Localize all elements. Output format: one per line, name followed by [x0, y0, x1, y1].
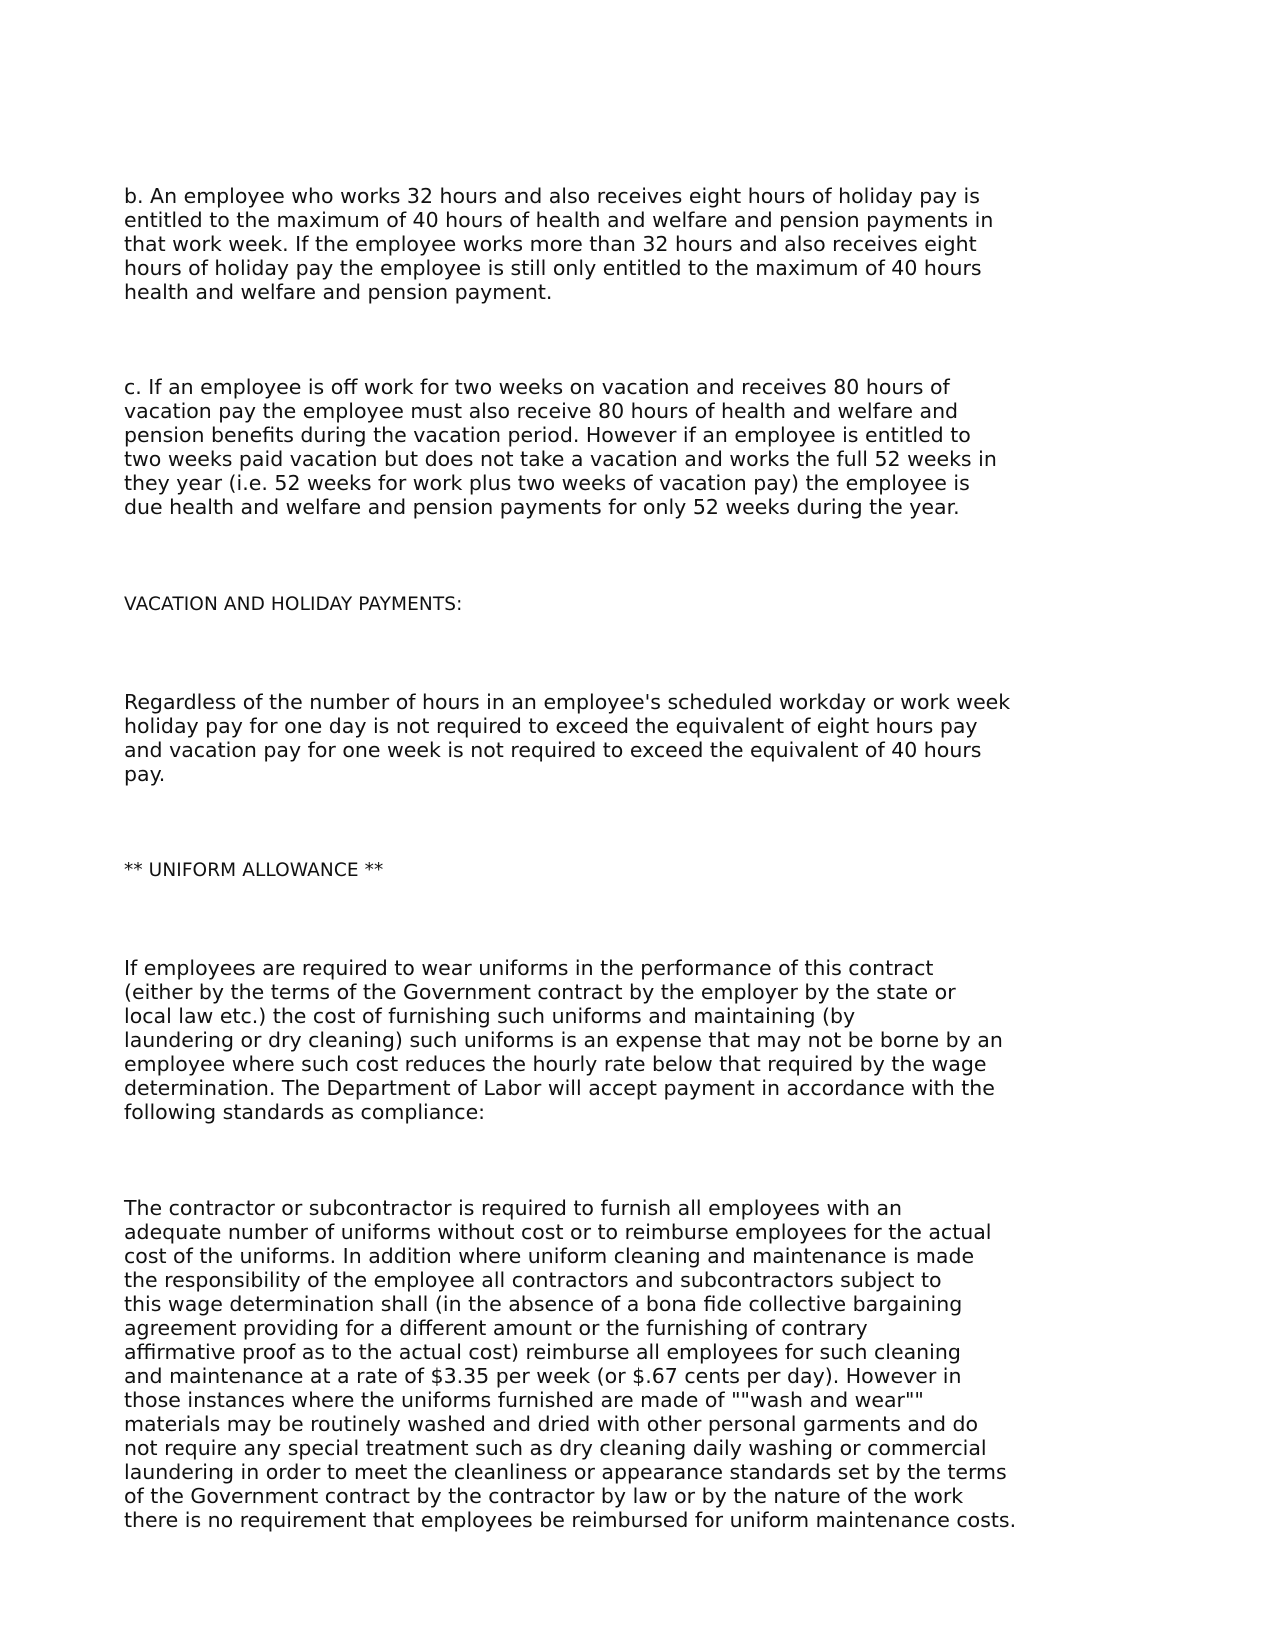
paragraph-line: The contractor or subcontractor is required to furnish all employees with an: [124, 1196, 903, 1220]
paragraph-line: b. An employee who works 32 hours and also receives eight hours of holiday pay is: [124, 184, 980, 208]
paragraph-line: laundering or dry cleaning) such uniforms is an expense that may not be borne by an: [124, 1028, 1003, 1052]
paragraph-line: pay.: [124, 762, 166, 786]
uniform-allowance-heading: ** UNIFORM ALLOWANCE **: [124, 860, 384, 881]
vacation-paragraph: [124, 690, 1084, 786]
paragraph-line: due health and welfare and pension payments for only 52 weeks during the year.: [124, 495, 960, 519]
paragraph-line: those instances where the uniforms furnished are made of ""wash and wear"": [124, 1388, 924, 1412]
paragraph-line: cost of the uniforms. In addition where uniform cleaning and maintenance is made: [124, 1244, 975, 1268]
paragraph-line: hours of holiday pay the employee is still only entitled to the maximum of 40 hours: [124, 256, 982, 280]
paragraph-line: pension benefits during the vacation period. However if an employee is entitled to: [124, 423, 971, 447]
paragraph-c: [124, 375, 1084, 519]
paragraph-line: agreement providing for a different amount or the furnishing of contrary: [124, 1316, 868, 1340]
paragraph-line: holiday pay for one day is not required to exceed the equivalent of eight hours pay: [124, 714, 978, 738]
paragraph-line: not require any special treatment such as dry cleaning daily washing or commercial: [124, 1436, 987, 1460]
paragraph-line: there is no requirement that employees be reimbursed for uniform maintenance costs.: [124, 1508, 1017, 1532]
paragraph-line: vacation pay the employee must also receive 80 hours of health and welfare and: [124, 399, 959, 423]
paragraph-line: that work week. If the employee works more than 32 hours and also receives eight: [124, 232, 977, 256]
paragraph-line: entitled to the maximum of 40 hours of health and welfare and pension payments in: [124, 208, 994, 232]
uniform-paragraph-2: [124, 1196, 1084, 1532]
paragraph-line: and vacation pay for one week is not required to exceed the equivalent of 40 hours: [124, 738, 982, 762]
paragraph-line: two weeks paid vacation but does not take a vacation and works the full 52 weeks in: [124, 447, 997, 471]
paragraph-line: adequate number of uniforms without cost or to reimburse employees for the actual: [124, 1220, 992, 1244]
vacation-holiday-heading: VACATION AND HOLIDAY PAYMENTS:: [124, 594, 463, 615]
paragraph-line: Regardless of the number of hours in an employee's scheduled workday or work week: [124, 690, 1011, 714]
paragraph-line: If employees are required to wear uniforms in the performance of this contract: [124, 956, 934, 980]
paragraph-line: and maintenance at a rate of $3.35 per week (or $.67 cents per day). However in: [124, 1364, 962, 1388]
uniform-paragraph-1: [124, 956, 1084, 1124]
paragraph-line: employee where such cost reduces the hourly rate below that required by the wage: [124, 1052, 987, 1076]
paragraph-line: they year (i.e. 52 weeks for work plus two weeks of vacation pay) the employee is: [124, 471, 970, 495]
paragraph-line: health and welfare and pension payment.: [124, 280, 553, 304]
paragraph-b: [124, 184, 1084, 304]
paragraph-line: materials may be routinely washed and dried with other personal garments and do: [124, 1412, 979, 1436]
paragraph-line: (either by the terms of the Government contract by the employer by the state or: [124, 980, 956, 1004]
paragraph-line: determination. The Department of Labor will accept payment in accordance with the: [124, 1076, 995, 1100]
paragraph-line: following standards as compliance:: [124, 1100, 486, 1124]
paragraph-line: laundering in order to meet the cleanliness or appearance standards set by the terms: [124, 1460, 1007, 1484]
paragraph-line: c. If an employee is off work for two weeks on vacation and receives 80 hours of: [124, 375, 950, 399]
paragraph-line: the responsibility of the employee all contractors and subcontractors subject to: [124, 1268, 942, 1292]
paragraph-line: local law etc.) the cost of furnishing such uniforms and maintaining (by: [124, 1004, 856, 1028]
paragraph-line: of the Government contract by the contractor by law or by the nature of the work: [124, 1484, 964, 1508]
paragraph-line: affirmative proof as to the actual cost) reimburse all employees for such cleaning: [124, 1340, 961, 1364]
paragraph-line: this wage determination shall (in the absence of a bona fide collective bargaining: [124, 1292, 963, 1316]
